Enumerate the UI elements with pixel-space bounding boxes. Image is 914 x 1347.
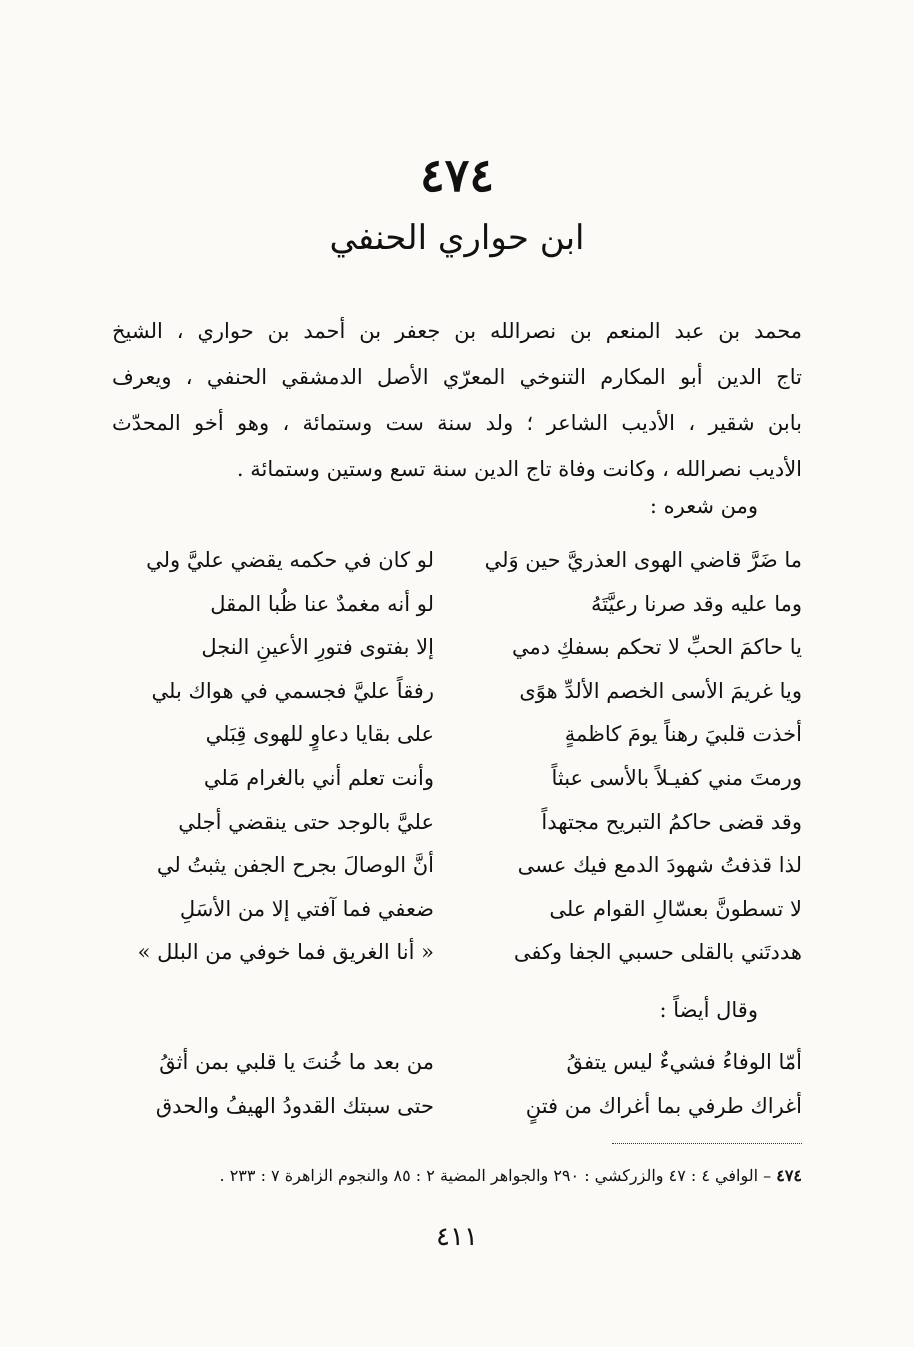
page-number: ٤١١ [436, 1222, 478, 1252]
hemistich-first: أمّا الوفاءُ فشيءٌ ليس يتفقُ [566, 1050, 802, 1074]
entry-title: ابن حواري الحنفي [329, 218, 585, 258]
hemistich-first: هددتَني بالقلى حسبي الجفا وكفى [513, 940, 802, 965]
hemistich-first: يا حاكمَ الحبِّ لا تحكم بسفكِ دمي [511, 635, 802, 660]
poem2-intro: وقال أيضاً : [659, 998, 758, 1022]
footnote-number: ٤٧٤ [776, 1166, 802, 1185]
footnote-separator [612, 1143, 802, 1144]
footnote [102, 1166, 802, 1185]
footnote-text: – الوافي ٤ : ٤٧ والزركشي : ٢٩٠ والجواهر المضية ٢ : ٨٥ والنجوم الزاهرة ٧ : ٢٣٣ . [219, 1166, 777, 1185]
verse [112, 897, 802, 941]
hemistich-second: رفقاً عليَّ فجسمي في هواك بلي [151, 678, 434, 703]
hemistich-second: على بقايا دعاوٍ للهوى قِبَلي [205, 722, 434, 747]
hemistich-second: لو كان في حكمه يقضي عليَّ ولي [146, 548, 434, 572]
hemistich-first: لا تسطونَّ بعسّالِ القوام على [549, 896, 802, 921]
verse [112, 592, 802, 636]
poem1-intro: ومن شعره : [649, 494, 758, 518]
verse [112, 1050, 802, 1094]
verse [112, 548, 802, 592]
hemistich-first: لذا قذفتُ شهودَ الدمع فيك عسى [517, 853, 802, 878]
biography-line: محمد بن عبد المنعم بن نصرالله بن جعفر بن أحمد بن حواري ، الشيخ [112, 319, 802, 343]
hemistich-first: أخذت قلبيَ رهناً يومَ كاظمةٍ [564, 722, 802, 747]
verse [112, 810, 802, 854]
hemistich-second: « أنا الغريق فما خوفي من البلل » [137, 940, 434, 965]
hemistich-first: وقد قضى حاكمُ التبريح مجتهداً [541, 809, 802, 834]
verse [112, 940, 802, 984]
verse [112, 679, 802, 723]
biography-line: تاج الدين أبو المكارم التنوخي المعرّي الأصل الدمشقي الحنفي ، ويعرف [112, 365, 802, 389]
verse [112, 635, 802, 679]
hemistich-second: عليَّ بالوجد حتى ينقضي أجلي [178, 809, 434, 834]
biography-paragraph [112, 308, 802, 492]
verse [112, 853, 802, 897]
hemistich-first: ما ضَرَّ قاضي الهوى العذريَّ حين وَلي [484, 548, 802, 572]
entry-number: ٤٧٤ [419, 148, 495, 202]
hemistich-second: أنَّ الوصالَ بجرح الجفن يثبتُ لي [156, 853, 434, 878]
biography-line: بابن شقير ، الأديب الشاعر ؛ ولد سنة ست وستمائة ، وهو أخو المحدّث [112, 411, 802, 435]
poem1 [112, 548, 802, 984]
verse [112, 722, 802, 766]
hemistich-second: من بعد ما خُنتَ يا قلبي بمن أثقُ [159, 1050, 434, 1074]
hemistich-second: وأنت تعلم أني بالغرام مَلي [203, 765, 434, 790]
biography-line: الأديب نصرالله ، وكانت وفاة تاج الدين سنة تسع وستين وستمائة . [236, 457, 802, 481]
hemistich-first: وما عليه وقد صرنا رعيَّتَهُ [590, 591, 802, 616]
verse [112, 1094, 802, 1138]
poem2 [112, 1050, 802, 1137]
hemistich-second: ضعفي فما آفتي إلا من الأسَلِ [179, 896, 434, 921]
hemistich-first: ورمتَ مني كفيـلاً بالأسى عبثاً [551, 765, 802, 790]
hemistich-first: أغراك طرفي بما أغراك من فتنٍ [525, 1093, 802, 1118]
hemistich-first: ويا غريمَ الأسى الخصم الألدِّ هوًى [519, 678, 802, 703]
hemistich-second: حتى سبتك القدودُ الهيفُ والحدق [155, 1093, 434, 1118]
hemistich-second: لو أنه مغمدٌ عنا ظُبا المقل [210, 591, 434, 616]
verse [112, 766, 802, 810]
hemistich-second: إلا بفتوى فتورِ الأعينِ النجل [201, 635, 434, 660]
